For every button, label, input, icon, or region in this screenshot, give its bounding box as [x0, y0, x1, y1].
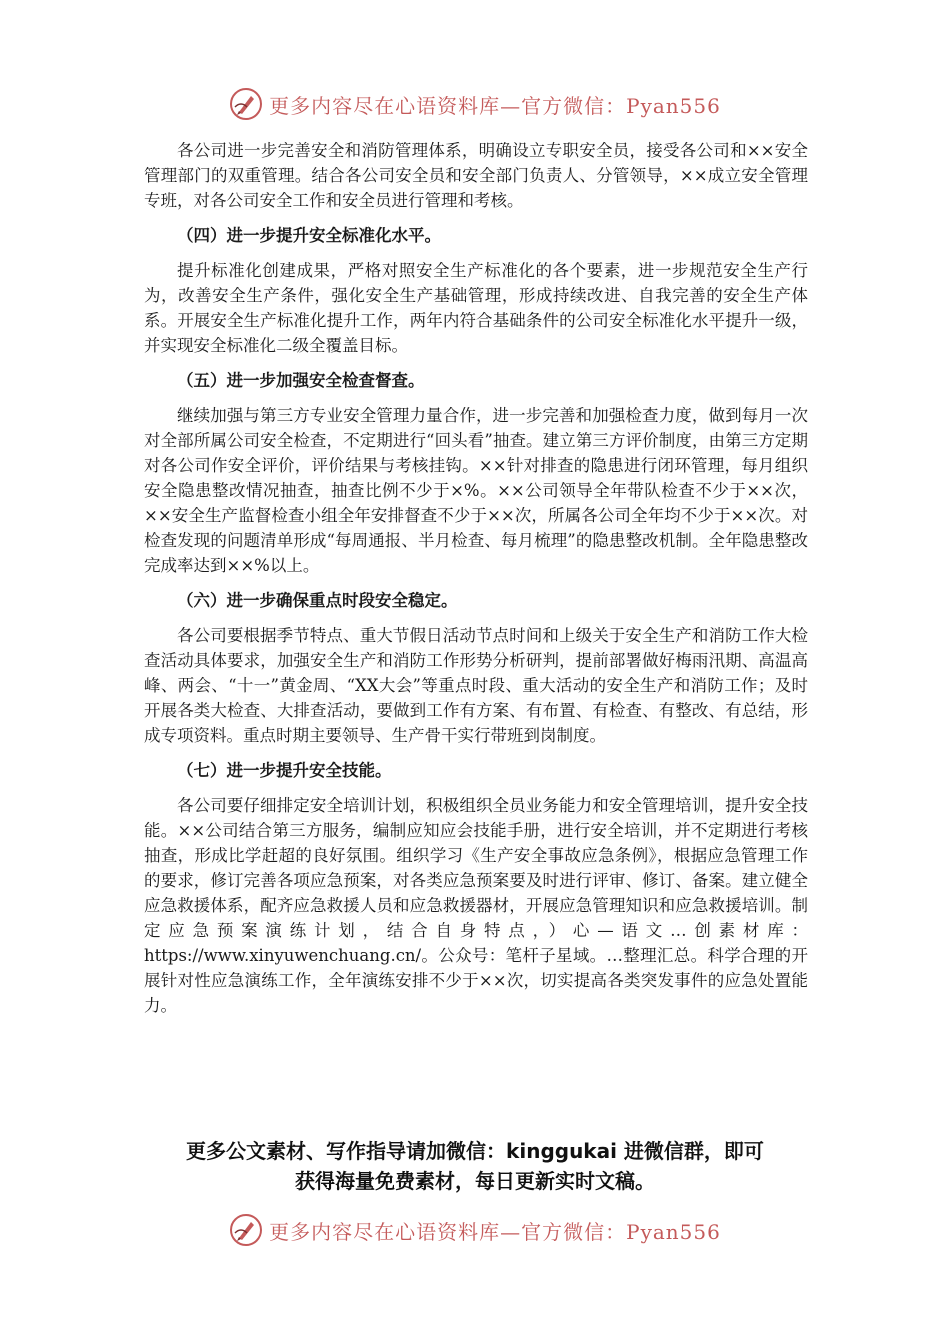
banner-text: 更多内容尽在心语资料库—官方微信：Pyan556	[269, 1219, 721, 1244]
promo-line: 更多公文素材、写作指导请加微信：kinggukai 进微信群，即可	[186, 1139, 764, 1163]
pen-logo-icon	[229, 87, 263, 121]
paragraph: 各公司进一步完善安全和消防管理体系，明确设立专职安全员，接受各公司和××安全管理部门的双重管理。结合各公司安全员和安全部门负责人、分管领导，××成立安全管理专班，对各公司安全工作和安全员进行管理和考核。	[144, 141, 808, 210]
paragraph: 提升标准化创建成果，严格对照安全生产标准化的各个要素，进一步规范安全生产行为，改善安全生产条件，强化安全生产基础管理，形成持续改进、自我完善的安全生产体系。开展安全生产标准化提升工作，两年内符合基础条件的公司安全标准化水平提升一级，并实现安全标准化二级全覆盖目标。	[144, 261, 808, 355]
section-heading: （五）进一步加强安全检查督查。	[177, 371, 425, 390]
document-body	[144, 138, 808, 1018]
promo-line: 获得海量免费素材，每日更新实时文稿。	[295, 1169, 655, 1193]
paragraph: 各公司要仔细排定安全培训计划，积极组织全员业务能力和安全管理培训，提升安全技能。××公司结合第三方服务，编制应知应会技能手册，进行安全培训，并不定期进行考核抽查，形成比学赶超的良好氛围。组织学习《生产安全事故应急条例》，根据应急管理工作的要求，修订完善各项应急预案，对各类应急预案要及时进行评审、修订、备案。建立健全应急救援体系，配齐应急救援人员和应急救援器材，开展应急管理知识和应急救援培训。制定应急预案演练计划，结合自身特点，）心—语文…创素材库：https://www.xinyuwenchuang.cn/。公众号：笔杆子星域。…整理汇总。科学合理的开展针对性应急演练工作，全年演练安排不少于××次，切实提高各类突发事件的应急处置能力。	[144, 796, 808, 1015]
pen-logo-icon	[229, 1213, 263, 1247]
section-heading: （六）进一步确保重点时段安全稳定。	[177, 591, 458, 610]
banner-text: 更多内容尽在心语资料库—官方微信：Pyan556	[269, 93, 721, 118]
paragraph: 继续加强与第三方专业安全管理力量合作，进一步完善和加强检查力度，做到每月一次对全部所属公司安全检查，不定期进行“回头看”抽查。建立第三方评价制度，由第三方定期对各公司作安全评价，评价结果与考核挂钩。××针对排查的隐患进行闭环管理，每月组织安全隐患整改情况抽查，抽查比例不少于×%。××公司领导全年带队检查不少于××次，××安全生产监督检查小组全年安排督查不少于××次，所属各公司全年均不少于××次。对检查发现的问题清单形成“每周通报、半月检查、每月梳理”的隐患整改机制。全年隐患整改完成率达到××%以上。	[144, 406, 808, 575]
header-banner	[0, 84, 950, 124]
section-heading: （四）进一步提升安全标准化水平。	[177, 226, 441, 245]
section-heading: （七）进一步提升安全技能。	[177, 761, 392, 780]
paragraph: 各公司要根据季节特点、重大节假日活动节点时间和上级关于安全生产和消防工作大检查活动具体要求，加强安全生产和消防工作形势分析研判，提前部署做好梅雨汛期、高温高峰、两会、“十一”黄金周、“XX大会”等重点时段、重大活动的安全生产和消防工作；及时开展各类大检查、大排查活动，要做到工作有方案、有布置、有检查、有整改、有总结，形成专项资料。重点时期主要领导、生产骨干实行带班到岗制度。	[144, 626, 808, 745]
footer-banner	[0, 1210, 950, 1250]
promo-notice	[120, 1136, 830, 1196]
